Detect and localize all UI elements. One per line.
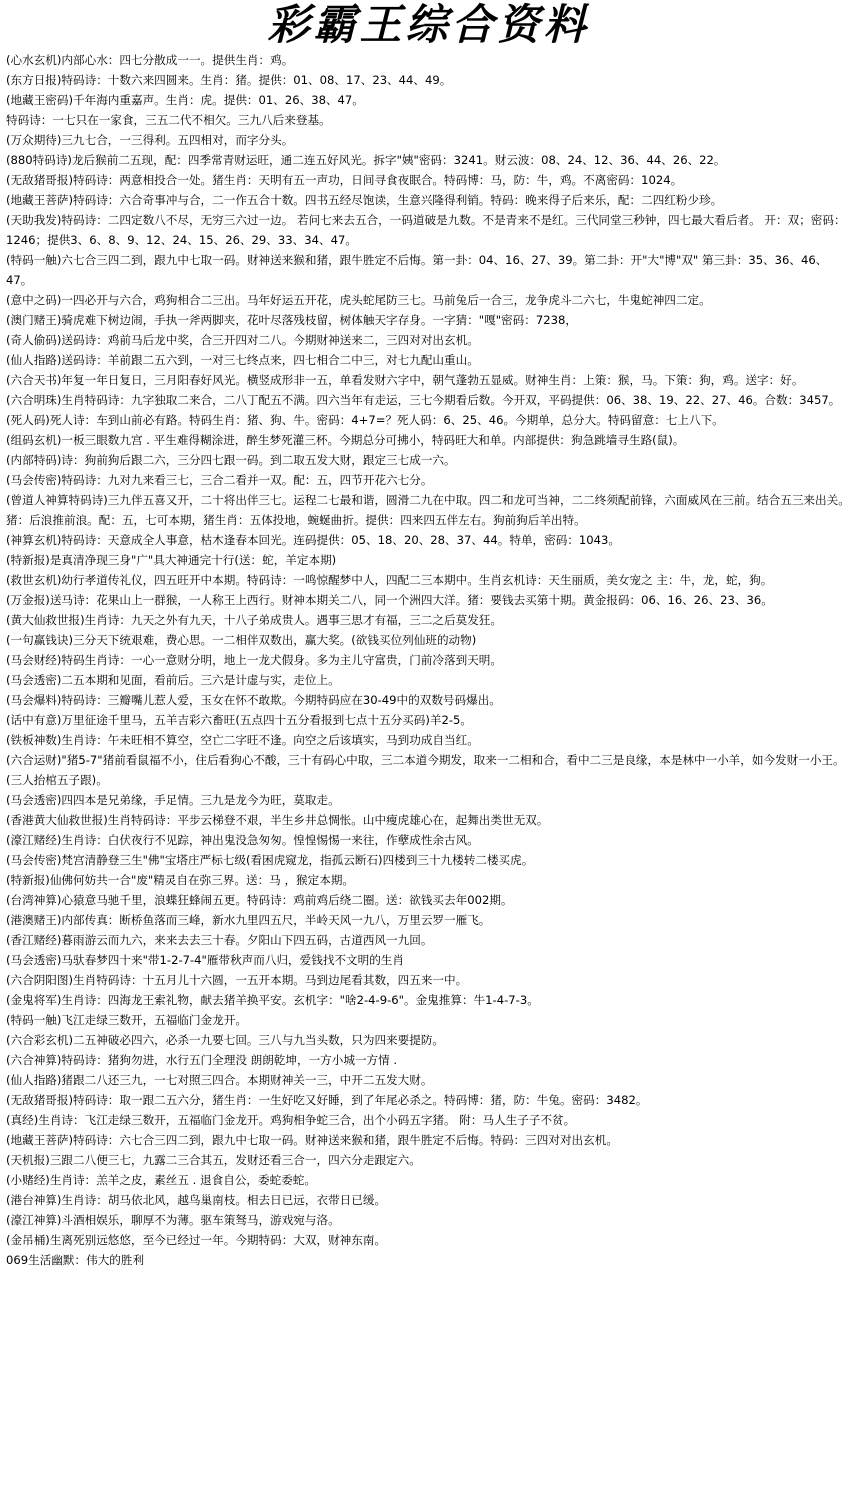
text-line: (地藏王菩萨)特码诗：六合奇事冲与合，二一作五合十数。四书五经尽饱读，生意兴隆得利销。特码：晚来得子后来乐，配：二四红粉少珍。 [6,193,723,207]
text-line: (六合彩玄机)二五神破必四六，必杀一九要七回。三八与九当头数，只为四来要提防。 [6,1033,445,1047]
text-line: (救世玄机)幼行孝道传礼仪，四五旺开中本期。特码诗：一鸣惊醒梦中人，四配二三本期中。生肖玄机诗：天生丽质，美女宠之 主：牛，龙，蛇，狗。 [6,573,773,587]
text-line: (无敌猪哥报)特码诗：两意相投合一处。猪生肖：天明有五一声功，日间寻食夜眠合。特码博：马，防：牛，鸡。不离密码：1024。 [6,173,683,187]
text-line: (黄大仙救世报)生肖诗：九天之外有九天，十八子弟成贵人。遇事三思才有福，三二之后莫发狂。 [6,613,502,627]
text-line: (小赌经)生肖诗：羔羊之皮，素丝五 . 退食自公，委蛇委蛇。 [6,1173,316,1187]
text-line: (意中之码)一四必开与六合，鸡狗相合二三出。马年好运五开花，虎头蛇尾防三七。马前兔后一合三，龙争虎斗二六七，牛鬼蛇神四二定。 [6,293,711,307]
text-line: (特新报)是真清净现三身"广"具大神通完十行(送：蛇，羊定本期) [6,553,337,567]
text-line: (万众期待)三九七合，一三得利。五四相对，而字分头。 [6,133,294,147]
text-line: (特码一触)飞江走绿三数开，五福临门金龙开。 [6,1013,247,1027]
text-line: (内部特码)诗：狗前狗后跟二六，三分四七跟一码。到二取五发大财，跟定三七成一六。 [6,453,456,467]
text-line: (心水玄机)内部心水：四七分散成一一。提供生肖：鸡。 [6,53,294,67]
text-line: (马会透密)马驮春梦四十来"带1-2-7-4"雁带秋声而八归，爱钱找不文明的生肖 [6,953,404,967]
text-line: (死人码)死人诗：车到山前必有路。特码生肖：猪、狗、牛。密码：4+7=？死人码：6、25、46。今期单，总分大。特码留意：七上八下。 [6,413,724,427]
text-line: (话中有意)万里征途千里马，五羊吉彩六畜旺(五点四十五分看报到七点十五分买码)羊2-5。 [6,713,473,727]
text-line: (曾道人神算特码诗)三九伴五喜又开，二十将出伴三七。运程二七最和谐，圆滑二九在中取。四二和龙可当神，二二终须配前锋，六面威风在三前。结合五三来出关。猪：后浪推前浪。配：五，七可本期，猪生肖：五体投地，蜿蜒曲折。提供：四来四五伴左右。狗前狗后羊出特。 [6,493,850,527]
text-line: (港台神算)生肖诗：胡马依北风，越鸟巢南枝。相去日已远，衣带日已缓。 [6,1193,387,1207]
text-line: (仙人指路)送码诗：羊前跟二五六到，一对三七终点来，四七相合二中三，对七九配山重山。 [6,353,479,367]
text-line: (金吊桶)生离死别远悠悠，至今已经过一年。今期特码：大双，财神东南。 [6,1233,387,1247]
text-line: (濠江赌经)生肖诗：白伏夜行不见踪，神出鬼没急匆匆。惶惶惕惕一来往，作孽成性余古风。 [6,833,479,847]
text-line: (马会传密)特码诗：九对九来看三七，三合二看并一双。配：五，四节开花六七分。 [6,473,433,487]
text-line: (一句赢钱诀)三分天下统艰难，费心思。一二相伴双数出，赢大奖。(欲钱买位列仙班的动物) [6,633,477,647]
text-line: (香江赌经)暮雨游云而九六，来来去去三十春。夕阳山下四五码，古道西风一九回。 [6,933,433,947]
text-line: (马会爆料)特码诗：三瓣嘴儿惹人爱，玉女在怀不敢欺。今期特码应在30-49中的双数号码爆出。 [6,693,501,707]
text-line: (六合运财)"猪5-7"猪前看鼠福不小，住后看狗心不酸，三十有码心中取，三二本道今期发，取来一二相和合，看中二三是良缘，本是林中一小羊，如今发财一小王。(三人抬棺五子跟)。 [6,753,845,787]
text-line: (港澳赌王)内部传真：断桥鱼落而三峰，新水九里四五尺，半岭天风一九八，万里云罗一雁飞。 [6,913,491,927]
text-line: (特新报)仙佛何妨共一合"废"精灵自在弥三界。送：马 ，猴定本期。 [6,873,355,887]
text-line: 特码诗：一七只在一家食，三五二代不相欠。三九八后来登基。 [6,113,331,127]
text-line: (天机报)三跟二八便三七，九露二三合其五，发财还看三合一，四六分走跟定六。 [6,1153,421,1167]
text-line: (万金报)送马诗：花果山上一群猴，一人称王上西行。财神本期关二八，同一个洲四大洋。猪：要钱去买第十期。黄金报码：06、16、26、23、36。 [6,593,773,607]
text-line: 069生活幽默：伟大的胜利 [6,1253,145,1267]
text-line: (金鬼将军)生肖诗：四海龙王索礼物，献去猪羊换平安。玄机字："啥2-4-9-6"。金鬼推算：牛1-4-7-3。 [6,993,539,1007]
text-line: (六合明珠)生肖特码诗：九字独取二来合，二八丁配五不满。四六当年有走运，三七今期看后数。今开双，平码提供：06、38、19、22、27、46。合数：3457。 [6,393,841,407]
text-line: (真经)生肖诗：飞江走绿三数开，五福临门金龙开。鸡狗相争蛇三合，出个小码五字猪。 附：马人生子子不贫。 [6,1113,576,1127]
text-line: (神算玄机)特码诗：天意成全人事意，枯木逢春本回光。连码提供：05、18、20、28、37、44。特单，密码：1043。 [6,533,621,547]
text-line: (台湾神算)心猿意马驰千里，浪蝶狂蜂闹五更。特码诗：鸡前鸡后绕二圈。送：欲钱买去年002期。 [6,893,513,907]
text-line: (马会传密)梵宫清静登三生"佛"宝塔庄严标七级(看困虎窥龙，指孤云断石)四楼到三十九楼转二楼买虎。 [6,853,534,867]
text-line: (880特码诗)龙后猴前二五现，配：四季常青财运旺，通二连五好风光。拆字"姨"密码：3241。财云波：08、24、12、36、44、26、22。 [6,153,726,167]
text-line: (地藏王密码)千年海内重嘉声。生肖：虎。提供：01、26、38、47。 [6,93,364,107]
text-line: (奇人偷码)送码诗：鸡前马后龙中奖，合三开四对二八。今期财神送来二，三四对对出玄机。 [6,333,479,347]
text-line: (特码一触)六七合三四二到，跟九中七取一码。财神送来猴和猪，跟牛胜定不后悔。第一卦：04、16、27、39。第二卦：开"大"博"双" 第三卦：35、36、46、47。 [6,253,828,287]
text-line: (无敌猪哥报)特码诗：取一跟二五六分，猪生肖：一生好吃又好睡，到了年尾必杀之。特码博：猪，防：牛兔。密码：3482。 [6,1093,648,1107]
text-line: (六合天书)年复一年日复日，三月阳春好风光。横竖成形非一五，单看发财六字中，朝气蓬勃五显威。财神生肖：上策：猴，马。下策：狗，鸡。送字：好。 [6,373,804,387]
text-line: (仙人指路)猪跟二八还三九，一七对照三四合。本期财神关一三，中开二五发大财。 [6,1073,433,1087]
text-line: (澳门赌王)骑虎难下树边闹，手执一斧两脚夹，花叶尽落残枝留，树体触天字存身。一字猜："嘎"密码：7238， [6,313,577,327]
text-line: (铁板神数)生肖诗：午未旺相不算空，空亡二字旺不逢。向空之后该填实，马到功成自当红。 [6,733,479,747]
text-line: (东方日报)特码诗：十数六来四圆来。生肖：猪。提供：01、08、17、23、44、49。 [6,73,452,87]
text-line: (香港黄大仙救世报)生肖特码诗：平步云梯登不艰，半生乡井总惆怅。山中瘦虎雄心在，起舞出类世无双。 [6,813,549,827]
text-line: (马会财经)特码生肖诗：一心一意财分明，地上一龙犬假身。多为主儿守富贵，门前冷落到天明。 [6,653,502,667]
text-content [6,50,851,1270]
text-line: (六合神算)特码诗：猪狗勿进，水行五门全理没 朗朗乾坤，一方小城一方情 . [6,1053,398,1067]
text-line: (六合阴阳图)生肖特码诗：十五月儿十六圆，一五开本期。马到边尾看其数，四五来一中。 [6,973,468,987]
page-title: 彩霸王综合资料 [267,0,590,49]
text-line: (濠江神算)斗酒相娱乐，聊厚不为薄。驱车策驽马，游戏宛与洛。 [6,1213,340,1227]
text-line: (马会透密)四四本是兄弟缘，手足情。三九是龙今为旺，莫取走。 [6,793,340,807]
text-line: (地藏王菩萨)特码诗：六七合三四二到，跟九中七取一码。财神送来猴和猪，跟牛胜定不后悔。特码：三四对对出玄机。 [6,1133,618,1147]
text-line: (组码玄机)一板三眼数九宫 . 平生难得糊涂进，醉生梦死灌三杯。今期总分可拂小，特码旺大和单。内部提供：狗急跳墙寻生路(鼠)。 [6,433,685,447]
text-line: (马会透密)二五本期和见面，看前后。三六是计虚与实，走位上。 [6,673,340,687]
text-line: (天助我发)特码诗：二四定数八不尽，无穷三六过一边。 若问七来去五合，一码道破是九数。不是青来不是红。三代同堂三秒钟，四七最大看后者。 开：双；密码：1246；提供3、6、8、9、12、24、15、26、29、33、34、47。 [6,213,846,247]
